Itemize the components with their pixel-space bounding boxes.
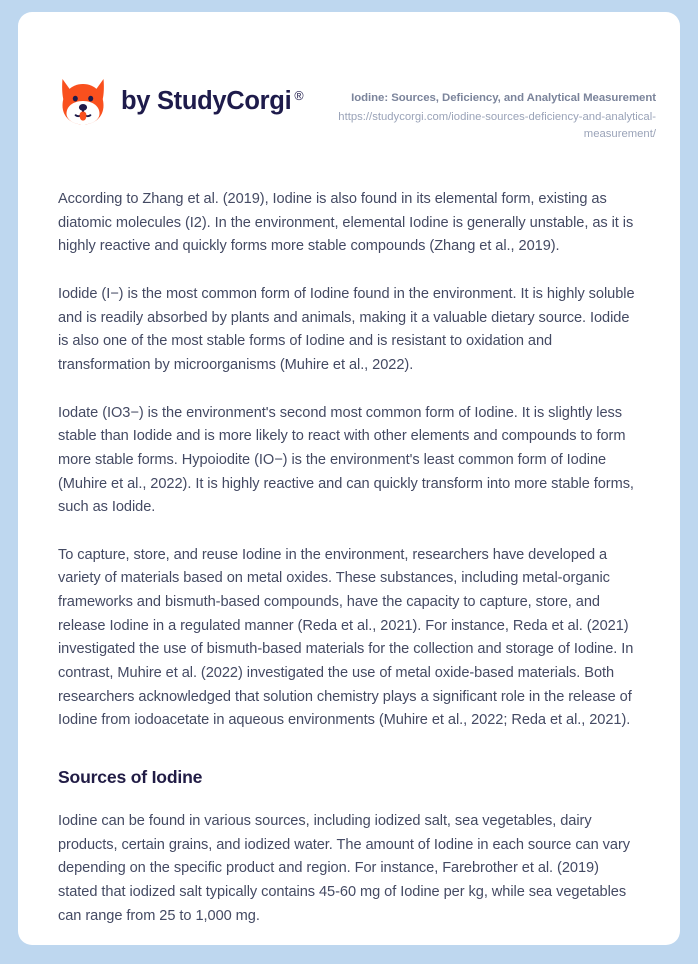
- page-header: [18, 12, 680, 142]
- document-body: [18, 188, 680, 928]
- brand-wordmark: [121, 89, 303, 115]
- document-page: [18, 12, 680, 945]
- body-paragraph: Iodine can be found in various sources, including iodized salt, sea vegetables, dairy products, certain grains, and iodized water. The amount of Iodine in each source can vary depending on the specific product and region. For instance, Farebrother et al. (2019) stated that iodized salt typically contains 45-60 mg of Iodine per kg, while sea vegetables can range from 25 to 1,000 mg.: [58, 812, 630, 924]
- brand-wordmark-text: by StudyCorgi: [121, 87, 292, 116]
- registered-trademark-icon: ®: [294, 88, 304, 103]
- body-paragraph: Iodide (I−) is the most common form of Iodine found in the environment. It is highly soluble and is readily absorbed by plants and animals, making it a valuable dietary source. Iodide is also one of the most stable forms of Iodine and is resistant to oxidation and transformation by microorganisms (Muhire et al., 2022).: [58, 286, 635, 373]
- brand-logo[interactable]: [58, 74, 303, 128]
- document-meta: [311, 74, 656, 142]
- body-paragraph: Iodate (IO3−) is the environment's second most common form of Iodine. It is slightly less stable than Iodide and is more likely to react with other elements and compounds to form more stable forms. Hypoiodite (IO−) is the environment's least common form of Iodine (Muhire et al., 2022). It is highly reactive and can quickly transform into more stable forms, such as Iodide.: [58, 404, 634, 516]
- body-paragraph: To capture, store, and reuse Iodine in the environment, researchers have developed a variety of materials based on metal oxides. These substances, including metal-organic frameworks and bismuth-based compounds, have the capacity to capture, store, and release Iodine in a regulated manner (Reda et al., 2021). For instance, Reda et al. (2021) investigated the use of bismuth-based materials for the collection and storage of Iodine. In contrast, Muhire et al. (2022) investigated the use of metal oxide-based materials. Both researchers acknowledged that solution chemistry plays a significant role in the release of Iodine from iodoacetate in aqueous environments (Muhire et al., 2022; Reda et al., 2021).: [58, 546, 634, 729]
- document-url[interactable]: https://studycorgi.com/iodine-sources-deficiency-and-analytical-measurement/: [338, 111, 656, 140]
- section-heading-sources-of-iodine: Sources of Iodine: [58, 766, 203, 787]
- corgi-face-icon: [58, 76, 108, 128]
- body-paragraph: According to Zhang et al. (2019), Iodine is also found in its elemental form, existing as diatomic molecules (I2). In the environment, elemental Iodine is generally unstable, as it is highly reactive and quickly forms more stable compounds (Zhang et al., 2019).: [58, 191, 634, 255]
- document-title: Iodine: Sources, Deficiency, and Analytical Measurement: [351, 92, 656, 104]
